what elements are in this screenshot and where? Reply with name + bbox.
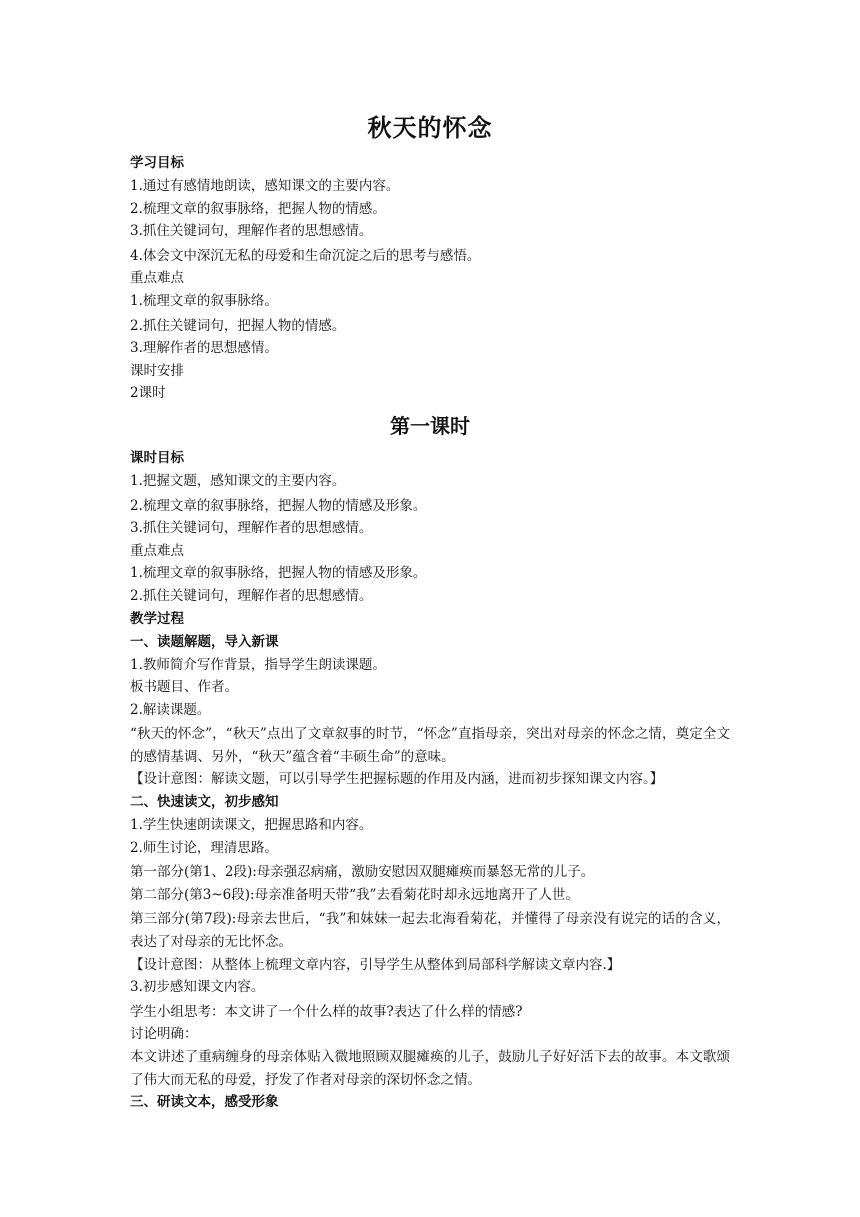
section1-paragraph: “秋天的怀念”，“秋天”点出了文章叙事的时节，“怀念”直指母亲，突出对母亲的怀念之情，奠定全文的感情基调、另外，“秋天”蕴含着“丰硕生命”的意味。 [130,726,730,765]
objective-item: 4.体会文中深沉无私的母爱和生命沉淀之后的思考与感悟。 [130,247,481,264]
key-point-item: 1.梳理文章的叙事脉络。 [130,292,278,309]
section2-line: 1.学生快速朗读课文，把握思路和内容。 [130,817,373,834]
section2-line: 3.初步感知课文内容。 [130,979,265,996]
section2-paragraph-b: 本文讲述了重病缠身的母亲体贴入微地照顾双腿瘫痪的儿子，鼓励儿子好好活下去的故事。本文歌颂了伟大而无私的母爱，抒发了作者对母亲的深切怀念之情。 [130,1049,730,1088]
lesson1-key-item: 2.抓住关键词句，理解作者的思想感情。 [130,587,373,604]
section3-heading: 三、研读文本，感受形象 [130,1094,279,1111]
process-heading: 教学过程 [130,610,184,627]
key-point-item: 2.抓住关键词句，把握人物的情感。 [130,317,346,334]
key-points-heading: 重点难点 [130,270,184,287]
section1-line: 2.解读课题。 [130,701,211,718]
lesson1-key-heading: 重点难点 [130,542,184,559]
objective-item: 2.梳理文章的叙事脉络，把握人物的情感。 [130,200,386,217]
schedule-heading: 课时安排 [130,362,184,379]
section1-line: 1.教师简介写作背景，指导学生朗读课题。 [130,656,386,673]
objective-item: 1.通过有感情地朗读，感知课文的主要内容。 [130,178,400,194]
section1-line: 板书题目、作者。 [130,679,238,696]
section2-line: 学生小组思考：本文讲了一个什么样的故事?表达了什么样的情感? [130,1003,523,1020]
document-title: 秋天的怀念 [367,113,493,142]
key-point-item: 3.理解作者的思想感情。 [130,340,278,357]
objectives-heading: 学习目标 [130,155,184,171]
lesson1-objective-item: 1.把握文题，感知课文的主要内容。 [130,472,346,489]
lesson1-title: 第一课时 [390,413,470,438]
section2-design-note: 【设计意图：从整体上梳理文章内容，引导学生从整体到局部科学解读文章内容.】 [130,956,621,973]
lesson1-objective-item: 2.梳理文章的叙事脉络，把握人物的情感及形象。 [130,497,427,514]
section2-heading: 二、快速读文，初步感知 [130,794,279,811]
section2-line: 2.师生讨论，理清思路。 [130,839,278,856]
section1-heading: 一、读题解题，导入新课 [130,633,279,650]
objective-item: 3.抓住关键词句，理解作者的思想感情。 [130,223,373,240]
schedule-value: 2课时 [130,385,166,402]
section2-line: 第二部分(第3~6段):母亲准备明天带“我”去看菊花时却永远地离开了人世。 [130,886,579,903]
section2-line: 讨论明确： [130,1026,198,1043]
section2-paragraph: 第三部分(第7段):母亲去世后，“我”和妹妹一起去北海看菊花，并懂得了母亲没有说完的话的含义，表达了对母亲的无比怀念。 [130,911,730,951]
section1-design-note: 【设计意图：解读文题，可以引导学生把握标题的作用及内涵，进而初步探知课文内容。】 [130,771,664,788]
lesson1-key-item: 1.梳理文章的叙事脉络，把握人物的情感及形象。 [130,565,427,582]
lesson1-objectives-heading: 课时目标 [130,449,184,466]
section2-line: 第一部分(第1、2段):母亲强忍病痛，激励安慰因双腿瘫痪而暴怒无常的儿子。 [130,864,595,881]
document-page [130,110,730,1114]
lesson1-objective-item: 3.抓住关键词句，理解作者的思想感情。 [130,520,373,537]
